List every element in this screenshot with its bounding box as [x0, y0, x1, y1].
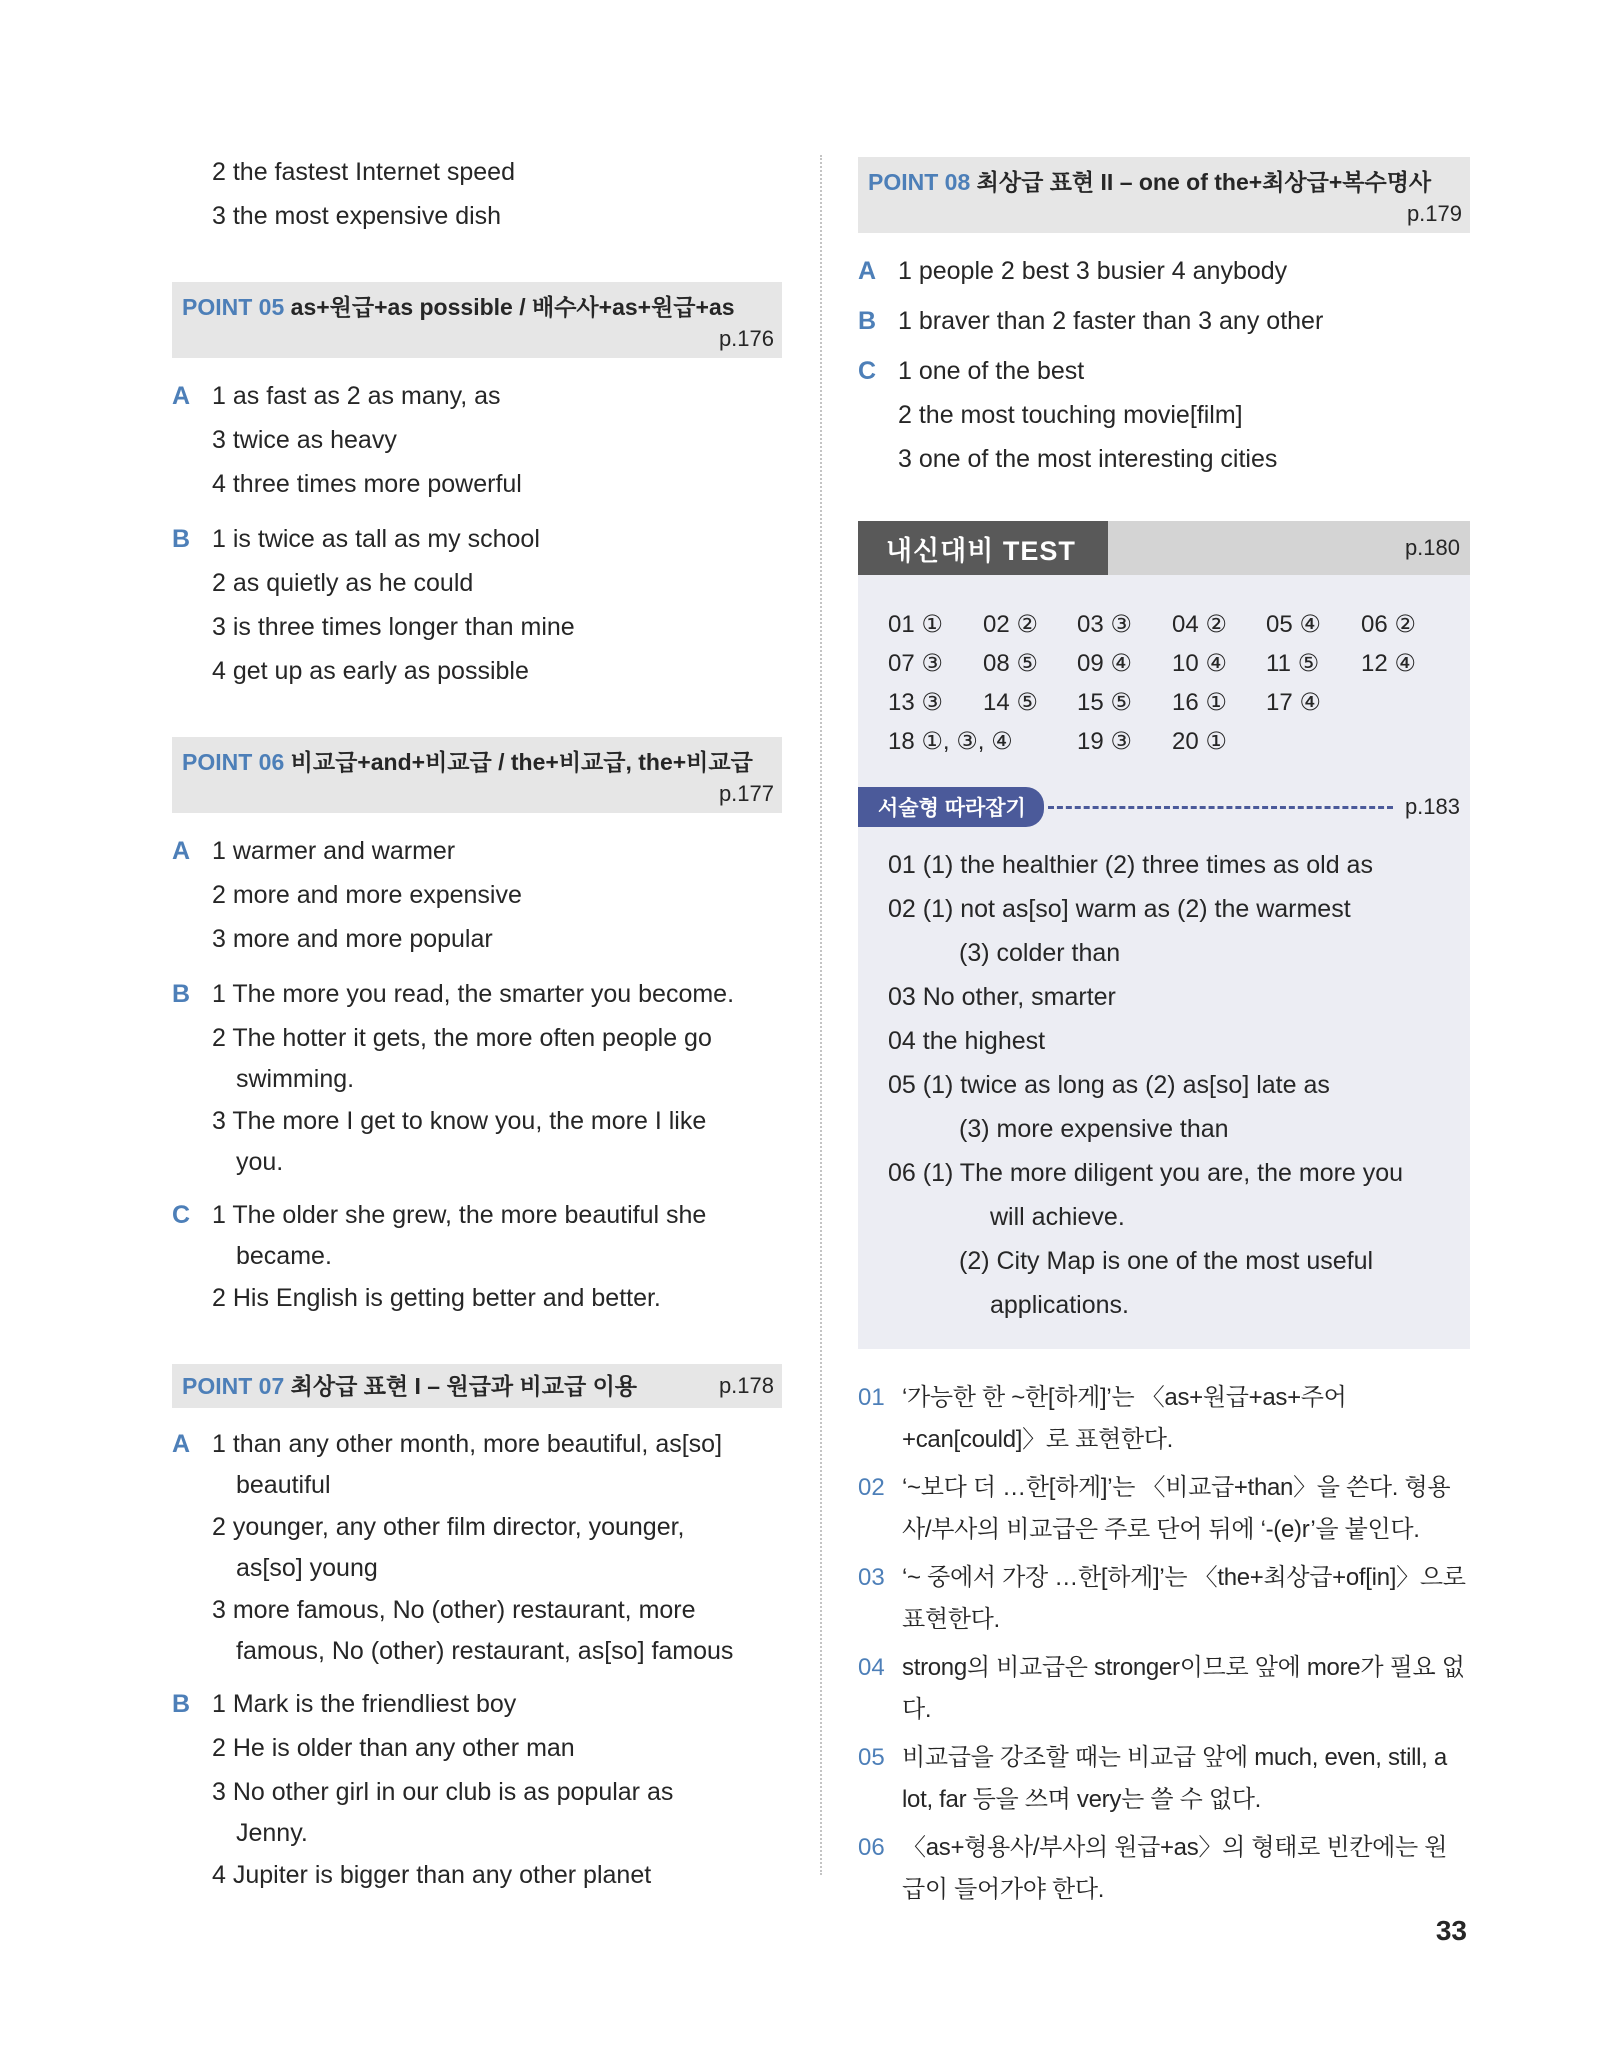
- page-ref: p.177: [718, 781, 774, 806]
- point-title: 최상급 표현 I – 원급과 비교급 이용: [290, 1373, 638, 1399]
- answer-line: 3 No other girl in our club is as popular as: [212, 1778, 674, 1806]
- answer-line: Jenny.: [236, 1819, 308, 1847]
- answer-item: 15 ⑤: [1077, 689, 1132, 716]
- answer-line: 2 the fastest Internet speed: [212, 158, 515, 186]
- answer-item: 19 ③: [1077, 728, 1132, 755]
- answer-line: 3 one of the most interesting cities: [898, 445, 1278, 473]
- answer-item: 14 ⑤: [983, 689, 1038, 716]
- essay-header: [858, 773, 1470, 827]
- page-ref: p.178: [718, 1373, 774, 1398]
- answer-item: 08 ⑤: [983, 650, 1038, 677]
- answer-item: 10 ④: [1172, 650, 1227, 677]
- page-number: 33: [1435, 1915, 1467, 1946]
- answer-line: 2 younger, any other film director, younger,: [212, 1513, 685, 1541]
- column-divider: [820, 155, 822, 1875]
- essay-answers: [858, 827, 1470, 1349]
- essay-line: 02 (1) not as[so] warm as (2) the warmest: [888, 895, 1351, 923]
- answer-item: 18 ①, ③, ④: [888, 728, 1013, 755]
- explanation-item: 01 ‘가능한 한 ~한[하게]’는 〈as+원급+as+주어+can[could]〉로 표현한다.: [858, 1384, 1347, 1453]
- answer-line: C 1 The older she grew, the more beautiful she: [172, 1201, 707, 1229]
- essay-line: (3) more expensive than: [959, 1115, 1229, 1143]
- page-ref: p.183: [1404, 794, 1460, 819]
- answer-line: swimming.: [236, 1065, 355, 1093]
- answer-item: 03 ③: [1077, 611, 1132, 638]
- point-05-header: [172, 282, 782, 358]
- answer-line: became.: [236, 1242, 332, 1270]
- point-title: as+원급+as possible / 배수사+as+원급+as: [290, 294, 735, 320]
- answer-item: 16 ①: [1172, 689, 1227, 716]
- essay-line: 01 (1) the healthier (2) three times as old as: [888, 851, 1373, 879]
- answer-item: [1361, 683, 1456, 722]
- answer-line: B 1 The more you read, the smarter you become.: [172, 980, 735, 1008]
- answer-line: 3 the most expensive dish: [212, 202, 502, 230]
- essay-line: 04 the highest: [888, 1027, 1046, 1055]
- answer-line: A 1 warmer and warmer: [172, 837, 456, 865]
- answer-item: 20 ①: [1172, 728, 1227, 755]
- answer-line: 3 twice as heavy: [212, 426, 397, 454]
- point-label: POINT 06: [182, 749, 285, 775]
- essay-line: 05 (1) twice as long as (2) as[so] late as: [888, 1071, 1330, 1099]
- answer-line: A 1 people 2 best 3 busier 4 anybody: [858, 257, 1288, 285]
- point-title: 비교급+and+비교급 / the+비교급, the+비교급: [290, 749, 753, 775]
- answer-line: B 1 Mark is the friendliest boy: [172, 1690, 517, 1718]
- answer-line: 4 get up as early as possible: [212, 657, 529, 685]
- explanation-item: 04 strong의 비교급은 stronger이므로 앞에 more가 필요 없다.: [858, 1654, 1465, 1723]
- essay-line: will achieve.: [990, 1203, 1125, 1231]
- answer-line: 4 three times more powerful: [212, 470, 522, 498]
- answer-line: B 1 is twice as tall as my school: [172, 525, 540, 553]
- test-box: [858, 521, 1470, 1349]
- answer-line: 2 He is older than any other man: [212, 1734, 575, 1762]
- right-column: [858, 157, 1470, 1917]
- answer-line: beautiful: [236, 1471, 331, 1499]
- answer-item: 07 ③: [888, 650, 943, 677]
- answer-line: 2 the most touching movie[film]: [898, 401, 1243, 429]
- answer-line: you.: [236, 1148, 284, 1176]
- essay-tag: 서술형 따라잡기: [858, 787, 1044, 827]
- point-title: 최상급 표현 II – one of the+최상급+복수명사: [976, 169, 1432, 195]
- answer-line: 2 more and more expensive: [212, 881, 522, 909]
- explanation-item: 02 ‘~보다 더 …한[하게]’는 〈비교급+than〉을 쓴다. 형용사/부사의 비교급은 주로 단어 뒤에 ‘-(e)r’을 붙인다.: [858, 1474, 1451, 1543]
- left-column: [172, 150, 782, 1897]
- answer-line: 3 more and more popular: [212, 925, 493, 953]
- answer-item: 13 ③: [888, 689, 943, 716]
- essay-line: 06 (1) The more diligent you are, the more you: [888, 1159, 1404, 1187]
- answer-item: 04 ②: [1172, 611, 1227, 638]
- test-header: [858, 521, 1470, 575]
- point-08-header: [858, 157, 1470, 233]
- point-label: POINT 05: [182, 294, 285, 320]
- test-title: 내신대비 TEST: [858, 521, 1108, 575]
- point-label: POINT 08: [868, 169, 971, 195]
- explanation-item: 03 ‘~ 중에서 가장 …한[하게]’는 〈the+최상급+of[in]〉으로 표현한다.: [858, 1564, 1466, 1633]
- answer-line: C 1 one of the best: [858, 357, 1085, 385]
- explanations: [858, 1377, 1470, 1911]
- explanation-item: 06 〈as+형용사/부사의 원급+as〉의 형태로 빈칸에는 원급이 들어가야 한다.: [858, 1834, 1448, 1903]
- point-07-header: [172, 1364, 782, 1408]
- answer-line: A 1 as fast as 2 as many, as: [172, 382, 501, 410]
- answer-item: 02 ②: [983, 611, 1038, 638]
- essay-line: (3) colder than: [959, 939, 1121, 967]
- answer-line: 3 is three times longer than mine: [212, 613, 575, 641]
- answer-line: 3 more famous, No (other) restaurant, more: [212, 1596, 696, 1624]
- answer-line: 2 The hotter it gets, the more often people go: [212, 1024, 712, 1052]
- answer-item: 12 ④: [1361, 650, 1416, 677]
- point-06-header: [172, 737, 782, 813]
- page-ref: p.176: [718, 326, 774, 351]
- answer-line: as[so] young: [236, 1554, 378, 1582]
- answer-grid: [858, 575, 1470, 773]
- answer-item: 17 ④: [1266, 689, 1321, 716]
- answer-item: 05 ④: [1266, 611, 1321, 638]
- answer-item: 09 ④: [1077, 650, 1132, 677]
- explanation-item: 05 비교급을 강조할 때는 비교급 앞에 much, even, still, a lot, far 등을 쓰며 very는 쓸 수 없다.: [858, 1744, 1447, 1813]
- answer-line: B 1 braver than 2 faster than 3 any other: [858, 307, 1324, 335]
- page-ref: p.180: [1404, 535, 1460, 560]
- essay-line: 03 No other, smarter: [888, 983, 1116, 1011]
- answer-item: 01 ①: [888, 611, 943, 638]
- essay-line: (2) City Map is one of the most useful: [959, 1247, 1374, 1275]
- answer-line: 2 His English is getting better and better.: [212, 1284, 661, 1312]
- answer-item: 11 ⑤: [1266, 650, 1320, 677]
- answer-line: 3 The more I get to know you, the more I like: [212, 1107, 707, 1135]
- page-ref: p.179: [1406, 201, 1462, 226]
- answer-item: 06 ②: [1361, 611, 1416, 638]
- answer-line: 4 Jupiter is bigger than any other planet: [212, 1861, 652, 1889]
- point-label: POINT 07: [182, 1373, 285, 1399]
- answer-line: A 1 than any other month, more beautiful, as[so]: [172, 1430, 723, 1458]
- answer-line: famous, No (other) restaurant, as[so] famous: [236, 1637, 734, 1665]
- answer-line: 2 as quietly as he could: [212, 569, 474, 597]
- essay-line: applications.: [990, 1291, 1129, 1319]
